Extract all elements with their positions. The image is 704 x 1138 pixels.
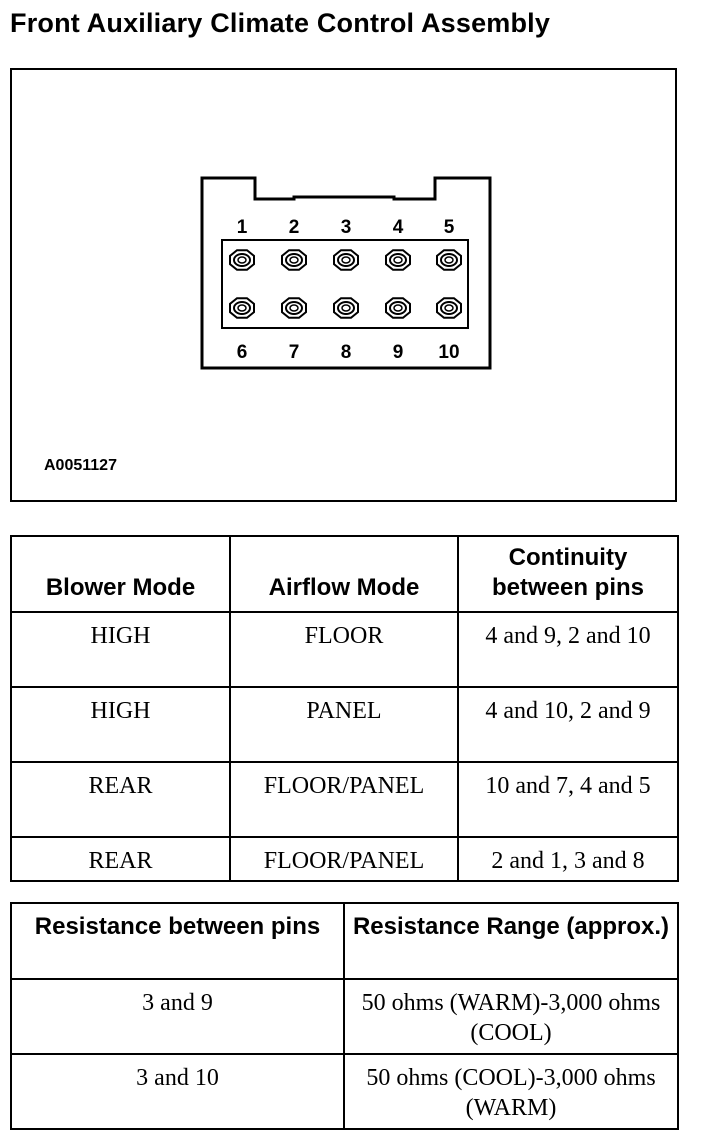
pin-label: 9 bbox=[392, 342, 404, 363]
cell-airflow-mode: FLOOR bbox=[230, 612, 458, 687]
table-row bbox=[11, 762, 678, 837]
pin-label: 1 bbox=[236, 217, 248, 238]
cell-resistance-pins: 3 and 9 bbox=[11, 979, 344, 1054]
continuity-table bbox=[10, 535, 679, 882]
connector-housing-outline bbox=[202, 178, 490, 368]
pin-socket-icon bbox=[334, 250, 358, 270]
pin-label: 6 bbox=[236, 342, 248, 363]
pin-socket-icon bbox=[386, 250, 410, 270]
connector-figure bbox=[10, 68, 677, 502]
table-row bbox=[11, 687, 678, 762]
figure-id: A0051127 bbox=[44, 457, 117, 474]
pin-label: 4 bbox=[392, 217, 404, 238]
cell-resistance-range: 50 ohms (COOL)-3,000 ohms (WARM) bbox=[344, 1054, 678, 1129]
pin-socket-icon bbox=[282, 298, 306, 318]
pin-label: 8 bbox=[340, 342, 352, 363]
pin-socket-icon bbox=[282, 250, 306, 270]
table-row bbox=[11, 837, 678, 881]
pin-socket-icon bbox=[334, 298, 358, 318]
bottom-pin-labels bbox=[237, 342, 460, 363]
cell-resistance-range: 50 ohms (WARM)-3,000 ohms (COOL) bbox=[344, 979, 678, 1054]
cell-airflow-mode: FLOOR/PANEL bbox=[230, 762, 458, 837]
header-resistance-range: Resistance Range (approx.) bbox=[344, 903, 678, 979]
pin-socket-icon bbox=[437, 250, 461, 270]
table-header-row bbox=[11, 903, 678, 979]
header-blower-mode: Blower Mode bbox=[11, 536, 230, 612]
table-header-row bbox=[11, 536, 678, 612]
cell-blower-mode: REAR bbox=[11, 762, 230, 837]
cell-airflow-mode: PANEL bbox=[230, 687, 458, 762]
pin-label: 2 bbox=[288, 217, 300, 238]
cell-continuity: 2 and 1, 3 and 8 bbox=[458, 837, 678, 881]
table-row bbox=[11, 612, 678, 687]
cell-airflow-mode: FLOOR/PANEL bbox=[230, 837, 458, 881]
pin-socket-icon bbox=[230, 250, 254, 270]
table-row bbox=[11, 979, 678, 1054]
connector-diagram bbox=[12, 70, 675, 500]
header-continuity: Continuity between pins bbox=[458, 536, 678, 612]
table-row bbox=[11, 1054, 678, 1129]
pin-label: 5 bbox=[443, 217, 455, 238]
cell-blower-mode: HIGH bbox=[11, 687, 230, 762]
cell-blower-mode: HIGH bbox=[11, 612, 230, 687]
top-pin-labels bbox=[237, 217, 455, 238]
pin-label: 10 bbox=[438, 342, 460, 363]
pin-label: 7 bbox=[288, 342, 300, 363]
cell-resistance-pins: 3 and 10 bbox=[11, 1054, 344, 1129]
pin-socket-icon bbox=[386, 298, 410, 318]
pin-socket-icon bbox=[230, 298, 254, 318]
cell-continuity: 4 and 9, 2 and 10 bbox=[458, 612, 678, 687]
page-title: Front Auxiliary Climate Control Assembly bbox=[10, 8, 551, 38]
resistance-table bbox=[10, 902, 679, 1130]
header-resistance-pins: Resistance between pins bbox=[11, 903, 344, 979]
pin-sockets bbox=[230, 250, 461, 318]
cell-continuity: 4 and 10, 2 and 9 bbox=[458, 687, 678, 762]
header-airflow-mode: Airflow Mode bbox=[230, 536, 458, 612]
cell-continuity: 10 and 7, 4 and 5 bbox=[458, 762, 678, 837]
pin-label: 3 bbox=[340, 217, 352, 238]
pin-socket-icon bbox=[437, 298, 461, 318]
cell-blower-mode: REAR bbox=[11, 837, 230, 881]
